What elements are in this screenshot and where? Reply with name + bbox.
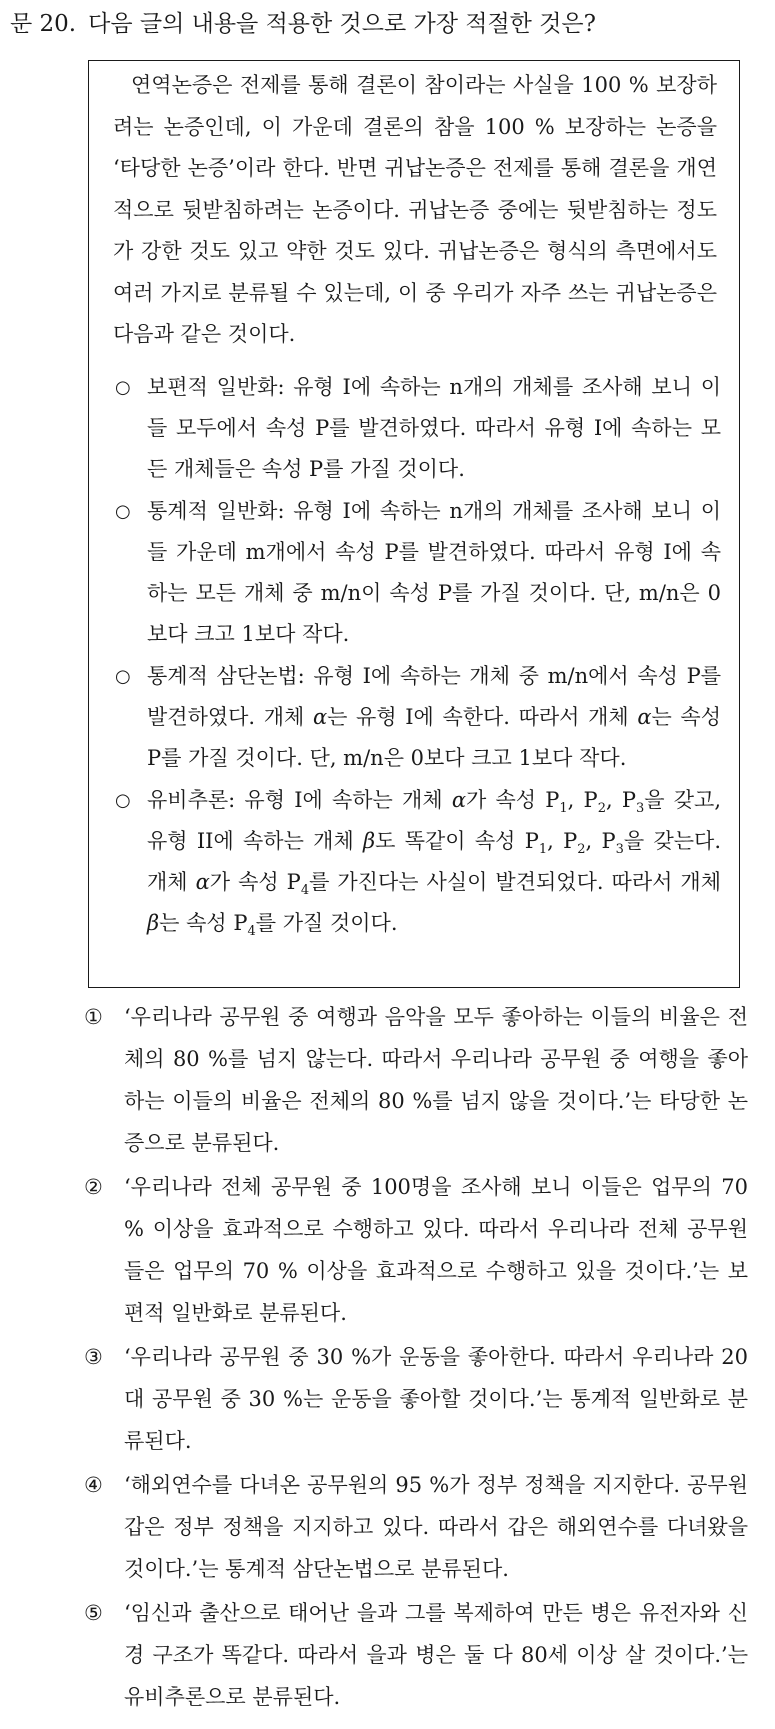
subscript: 4 bbox=[300, 883, 310, 899]
bullet-analogy bbox=[115, 780, 721, 944]
subscript: 3 bbox=[635, 801, 645, 817]
bullet-text: 을 갖고, 유형 II에 속하는 개체 bbox=[147, 788, 721, 853]
option-number: ④ bbox=[84, 1473, 103, 1497]
bullet-text: , P bbox=[547, 829, 578, 853]
option-text: ‘우리나라 공무원 중 여행과 음악을 모두 좋아하는 이들의 비율은 전체의 80 %를 넘지 않는다. 따라서 우리나라 공무원 중 여행을 좋아하는 이들의 비율은 전체의 80 %를 넘지 않을 것이다.’는 타당한 논증으로 분류된다. bbox=[124, 1005, 748, 1155]
bullet-text: 보편적 일반화: 유형 I에 속하는 n개의 개체를 조사해 보니 이들 모두에서 속성 P를 발견하였다. 따라서 유형 I에 속하는 모든 개체들은 속성 P를 가질 것이다. bbox=[147, 375, 721, 481]
option-5[interactable] bbox=[84, 1592, 748, 1718]
option-1[interactable] bbox=[84, 996, 748, 1164]
alpha-symbol: α bbox=[312, 705, 328, 729]
bullet-text: 통계적 삼단논법: 유형 I에 속하는 개체 중 m/n에서 속성 P를 발견하였다. 개체 bbox=[147, 664, 721, 729]
beta-symbol: β bbox=[363, 829, 376, 853]
bullet-text: , P bbox=[567, 788, 598, 812]
bullet-text: , P bbox=[585, 829, 616, 853]
bullet-universal-generalization bbox=[115, 367, 721, 490]
bullet-text: 를 가진다는 사실이 발견되었다. 따라서 개체 bbox=[309, 870, 722, 894]
circle-bullet-icon: ○ bbox=[115, 377, 131, 398]
question-prompt: 다음 글의 내용을 적용한 것으로 가장 적절한 것은? bbox=[88, 11, 596, 37]
subscript: 2 bbox=[577, 842, 586, 858]
option-number: ③ bbox=[84, 1345, 103, 1369]
subscript: 4 bbox=[247, 924, 256, 940]
bullet-text: 를 가질 것이다. bbox=[255, 911, 398, 935]
subscript: 1 bbox=[538, 842, 548, 858]
option-text: ‘우리나라 공무원 중 30 %가 운동을 좋아한다. 따라서 우리나라 20대 공무원 중 30 %는 운동을 좋아할 것이다.’는 통계적 일반화로 분류된다. bbox=[124, 1345, 748, 1453]
option-text: ‘해외연수를 다녀온 공무원의 95 %가 정부 정책을 지지한다. 공무원 갑은 정부 정책을 지지하고 있다. 따라서 갑은 해외연수를 다녀왔을 것이다.’는 통계적 삼단논법으로 분류된다. bbox=[124, 1473, 748, 1581]
subscript: 1 bbox=[559, 801, 568, 817]
bullet-text: 도 똑같이 속성 P bbox=[375, 829, 539, 853]
bullet-text: 는 속성 P를 가질 것이다. 단, m/n은 0보다 크고 1보다 작다. bbox=[147, 705, 721, 770]
beta-symbol: β bbox=[147, 911, 160, 935]
circle-bullet-icon: ○ bbox=[115, 666, 131, 687]
alpha-symbol: α bbox=[637, 705, 652, 729]
answer-options bbox=[84, 996, 748, 1718]
alpha-symbol: α bbox=[451, 788, 466, 812]
circle-bullet-icon: ○ bbox=[115, 790, 131, 811]
bullet-statistical-syllogism bbox=[115, 656, 721, 779]
subscript: 2 bbox=[597, 801, 606, 817]
bullet-list bbox=[115, 367, 721, 945]
option-number: ① bbox=[84, 1005, 103, 1029]
alpha-symbol: α bbox=[195, 870, 210, 894]
bullet-statistical-generalization bbox=[115, 491, 721, 655]
option-number: ⑤ bbox=[84, 1601, 103, 1625]
bullet-text: , P bbox=[605, 788, 636, 812]
bullet-text: 유비추론: 유형 I에 속하는 개체 bbox=[147, 788, 452, 812]
bullet-text: 는 유형 I에 속한다. 따라서 개체 bbox=[327, 705, 638, 729]
bullet-text: 통계적 일반화: 유형 I에 속하는 n개의 개체를 조사해 보니 이들 가운데 m개에서 속성 P를 발견하였다. 따라서 유형 I에 속하는 모든 개체 중 m/n이 속성 P를 가질 것이다. 단, m/n은 0보다 크고 1보다 작다. bbox=[147, 499, 721, 646]
option-4[interactable] bbox=[84, 1464, 748, 1590]
question-header bbox=[10, 8, 770, 40]
question-number: 문 20. bbox=[10, 11, 77, 37]
option-2[interactable] bbox=[84, 1166, 748, 1334]
option-3[interactable] bbox=[84, 1336, 748, 1462]
option-text: ‘우리나라 전체 공무원 중 100명을 조사해 보니 이들은 업무의 70 % 이상을 효과적으로 수행하고 있다. 따라서 우리나라 전체 공무원들은 업무의 70 % 이상을 효과적으로 수행하고 있을 것이다.’는 보편적 일반화로 분류된다. bbox=[124, 1175, 748, 1325]
option-number: ② bbox=[84, 1175, 103, 1199]
bullet-text: 을 갖는다. 개체 bbox=[147, 829, 721, 894]
bullet-text: 가 속성 P bbox=[209, 870, 301, 894]
bullet-text: 가 속성 P bbox=[466, 788, 560, 812]
option-text: ‘임신과 출산으로 태어난 을과 그를 복제하여 만든 병은 유전자와 신경 구조가 똑같다. 따라서 을과 병은 둘 다 80세 이상 살 것이다.’는 유비추론으로 분류된다. bbox=[124, 1601, 748, 1709]
passage-box bbox=[88, 60, 740, 988]
passage-intro: 연역논증은 전제를 통해 결론이 참이라는 사실을 100 % 보장하려는 논증인데, 이 가운데 결론의 참을 100 % 보장하는 논증을 ‘타당한 논증’이라 한다. 반면 귀납논증은 전제를 통해 결론을 개연적으로 뒷받침하려는 논증이다. 귀납논증 중에는 뒷받침하는 정도가 강한 것도 있고 약한 것도 있다. 귀납논증은 형식의 측면에서도 여러 가지로 분류될 수 있는데, 이 중 우리가 자주 쓰는 귀납논증은 다음과 같은 것이다. bbox=[113, 73, 717, 346]
bullet-text: 는 속성 P bbox=[159, 911, 248, 935]
subscript: 3 bbox=[615, 842, 624, 858]
circle-bullet-icon: ○ bbox=[115, 501, 131, 522]
